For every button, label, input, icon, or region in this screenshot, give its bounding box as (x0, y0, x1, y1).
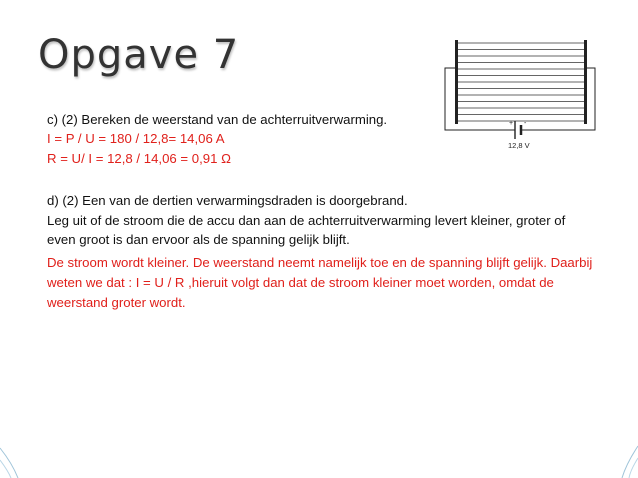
answer-d-line3: weerstand groter wordt. (47, 295, 186, 310)
slide-title: Opgave 7 (38, 32, 240, 78)
battery-minus-sign: - (524, 120, 527, 127)
right-busbar (584, 40, 587, 124)
heater-wires (457, 43, 585, 121)
question-d-line2: even groot is dan ervoor als de spanning gelijk blijft. (47, 232, 350, 247)
answer-c-current: I = P / U = 180 / 12,8= 14,06 A (47, 131, 225, 146)
battery-voltage-label: 12,8 V (508, 141, 530, 150)
bottom-corner-decoration (0, 438, 638, 478)
question-d-line1: Leg uit of de stroom die de accu dan aan de achterruitverwarming levert kleiner, groter of (47, 213, 566, 228)
answer-c-resistance: R = U/ I = 12,8 / 14,06 = 0,91 Ω (47, 151, 231, 166)
left-busbar (455, 40, 458, 124)
rear-window-heater-circuit (438, 40, 603, 152)
answer-d-line2: weten we dat : I = U / R ,hieruit volgt dan dat de stroom kleiner moet worden, omdat de (47, 275, 554, 290)
question-c: c) (2) Bereken de weerstand van de achterruitverwarming. (47, 112, 388, 127)
battery-plus-sign: + (509, 120, 514, 127)
question-d-intro: d) (2) Een van de dertien verwarmingsdraden is doorgebrand. (47, 193, 408, 208)
answer-d-line1: De stroom wordt kleiner. De weerstand neemt namelijk toe en de spanning blijft gelijk. Daarbij (47, 255, 593, 270)
